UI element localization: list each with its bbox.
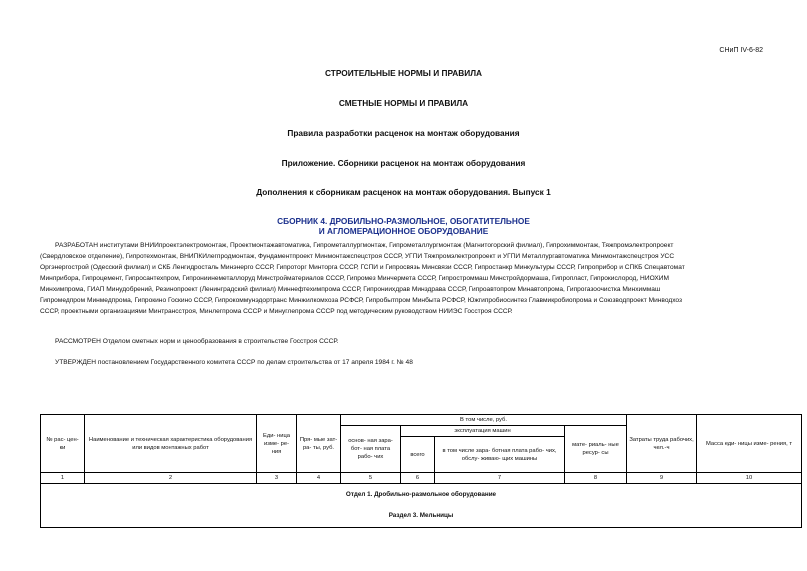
developed-line: Минхимпрома, ГИАП Минудобрений, Резинопроект (Ленинградский филиал) Миннефтехимпрома СССР, Гипрониихдрав Минздрава СССР, Гипроавтопром Минавтопрома, Гипрогазоочистка Минхиммаш	[40, 286, 661, 293]
header-total: всего	[401, 437, 435, 473]
heading-appendix: Приложение. Сборники расценок на монтаж оборудования	[281, 158, 526, 168]
heading-estimate-norms: СМЕТНЫЕ НОРМЫ И ПРАВИЛА	[338, 98, 469, 108]
approved-paragraph: УТВЕРЖДЕН постановлением Государственного комитета СССР по делам строительства от 17 апреля 1984 г. № 48	[55, 359, 413, 366]
header-rate-number: № рас- цен- ки	[41, 415, 85, 473]
column-number: 4	[297, 473, 341, 484]
department-title: Отдел 1. Дробильно-размольное оборудование	[345, 490, 497, 498]
header-direct-costs: Пря- мые зат- ра- ты, руб.	[297, 415, 341, 473]
developed-line: РАЗРАБОТАН институтами ВНИИпроектэлектромонтаж, Проектмонтажавтоматика, Гипрометаллургмонтаж, Гипрометаллургмонтаж (Магнитогорский филиал), Гипрохиммонтаж, Тяжпромэлектропроект	[55, 242, 674, 249]
document-code: СНиП IV-6-82	[719, 47, 763, 54]
column-numbers-row	[41, 473, 802, 484]
department-row	[41, 484, 802, 506]
section-row	[41, 506, 802, 528]
developed-line: Гипромедпром Минмедпрома, Гипрокино Госкино СССР, Гипрокоммунэдортранс Минжилкомхоза РСФСР, Гипробытпром Минбыта РСФСР, Южгипробиосинтез Главмикробиопрома и Союзводпроект Минводхоз	[40, 297, 683, 304]
header-labor-costs: Затраты труда рабочих, чел.-ч	[627, 415, 697, 473]
column-number: 5	[341, 473, 401, 484]
developed-line: СССР, проектными организациями Минтрансстроя, Минлегпрома СССР и Минуглепрома СССР под методическим руководством НИИЭС Госстроя СССР.	[40, 308, 513, 315]
column-number: 9	[627, 473, 697, 484]
header-machine-operation: эксплуатация машин	[401, 426, 565, 437]
column-number: 8	[565, 473, 627, 484]
section-title: Раздел 3. Мельницы	[388, 512, 454, 520]
heading-supplements: Дополнения к сборникам расценок на монтаж оборудования. Выпуск 1	[256, 187, 551, 197]
reviewed-paragraph: РАССМОТРЕН Отделом сметных норм и ценообразования в строительстве Госстроя СССР.	[55, 338, 339, 345]
developed-paragraph	[40, 240, 800, 317]
collection-title-line1: СБОРНИК 4. ДРОБИЛЬНО-РАЗМОЛЬНОЕ, ОБОГАТИТЕЛЬНОЕ	[277, 216, 530, 226]
collection-title	[0, 216, 807, 236]
header-including-rub: В том числе, руб.	[341, 415, 627, 426]
column-number: 3	[257, 473, 297, 484]
rates-table	[40, 414, 802, 528]
header-materials: мате- риаль- ные ресур- сы	[565, 426, 627, 473]
column-number: 7	[435, 473, 565, 484]
heading-building-norms: СТРОИТЕЛЬНЫЕ НОРМЫ И ПРАВИЛА	[324, 68, 483, 78]
developed-line: Минприбора, Гипроцемент, Гипросантехпром, Гипрониинеметаллоруд Минстройматериалов СССР, Гипромез Минчермета СССР, Гипростроммаш Минстройдормаша, Гипропласт, Гипрокислород, НИОХИМ	[40, 275, 670, 282]
header-base-wage: основ- ная зара- бот- ная плата рабо- чих	[341, 426, 401, 473]
collection-title-line2: И АГЛОМЕРАЦИОННОЕ ОБОРУДОВАНИЕ	[318, 226, 489, 236]
column-number: 2	[85, 473, 257, 484]
header-unit-mass: Масса еди- ницы изме- рения, т	[697, 415, 802, 473]
column-number: 10	[697, 473, 802, 484]
column-number: 6	[401, 473, 435, 484]
developed-line: Оргэнергострой (Одесский филиал) и СКБ Ленгидросталь Минэнерго СССР, Гипроторг Минторга СССР, ГСПИ и Гипросвязь Минсвязи СССР, Гипростанкр Минкультуры СССР, Гипроприбор и СПКБ Спецавтомат	[40, 264, 685, 271]
developed-line: (Свердловское отделение), Гипротехмонтаж, ВНИПКИлегпродмонтаж, Фундаментпроект Минмонтажспецстроя СССР, УГПИ Тяжпромэлектропроект и УГПИ Металлургавтоматика Минмонтажспецстроя УСС	[40, 253, 675, 260]
header-unit: Еди- ница изме- ре- ния	[257, 415, 297, 473]
column-number: 1	[41, 473, 85, 484]
header-machine-wage: в том числе зара- ботная плата рабо- чих, обслу- живаю- щих машины	[435, 437, 565, 473]
heading-rules: Правила разработки расценок на монтаж оборудования	[287, 128, 520, 138]
header-name: Наименование и техническая характеристика оборудования или видов монтажных работ	[85, 415, 257, 473]
